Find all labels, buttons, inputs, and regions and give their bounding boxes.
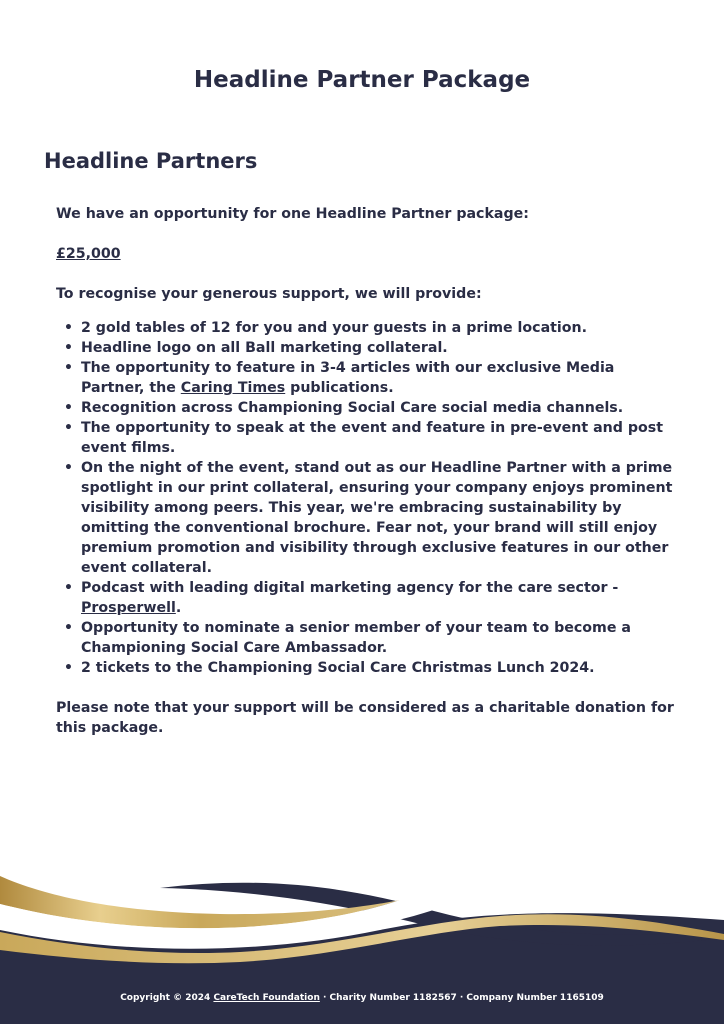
list-item [56, 618, 676, 658]
bullet-icon: • [64, 340, 73, 356]
page-title: Headline Partner Package [193, 67, 531, 93]
list-item-text: The opportunity to feature in 3-4 articles with our exclusive Media Partner, the [81, 360, 615, 396]
list-item-text: Podcast with leading digital marketing agency for the care sector - [81, 580, 619, 596]
prosperwell-link[interactable]: Prosperwell [81, 600, 176, 616]
bullet-icon: • [64, 400, 73, 416]
bullet-icon: • [64, 460, 73, 476]
caretech-foundation-link[interactable]: CareTech Foundation [213, 993, 320, 1003]
copyright-text: Copyright © 2024 [120, 993, 214, 1003]
price: £25,000 [56, 246, 121, 262]
list-item [56, 658, 676, 678]
content [56, 204, 676, 738]
section-heading: Headline Partners [44, 149, 258, 173]
footer-copyright [0, 993, 724, 1003]
provide-intro: To recognise your generous support, we will provide: [56, 286, 482, 302]
bullet-icon: • [64, 320, 73, 336]
list-item [56, 338, 676, 358]
list-item-text: On the night of the event, stand out as our Headline Partner with a prime spotlight in our print collateral, ensuring your company enjoys prominent visibility among peers. This year, we're embracing sustainability by omitting the conventional brochure. Fear not, your brand will still enjoy premium promotion and visibility through exclusive features in our other event collateral. [81, 460, 673, 576]
list-item-text: . [175, 600, 182, 616]
list-item-text: 2 gold tables of 12 for you and your guests in a prime location. [81, 320, 588, 336]
intro-text: We have an opportunity for one Headline Partner package: [56, 206, 529, 222]
list-item [56, 398, 676, 418]
list-item [56, 358, 676, 398]
bullet-icon: • [64, 660, 73, 676]
benefits-list [56, 318, 676, 678]
list-item-text: Opportunity to nominate a senior member of your team to become a Championing Social Care Ambassador. [81, 620, 631, 656]
bullet-icon: • [64, 360, 73, 376]
list-item-text: The opportunity to speak at the event and feature in pre-event and post event films. [81, 420, 664, 456]
list-item [56, 418, 676, 458]
list-item-text: Recognition across Championing Social Care social media channels. [81, 400, 624, 416]
caring-times-link[interactable]: Caring Times [180, 380, 286, 396]
charity-info: · Charity Number 1182567 · Company Number 1165109 [319, 993, 604, 1003]
list-item [56, 578, 676, 618]
list-item-text: publications. [285, 380, 394, 396]
bullet-icon: • [64, 420, 73, 436]
bullet-icon: • [64, 580, 73, 596]
note-text: Please note that your support will be considered as a charitable donation for this package. [56, 700, 674, 736]
bullet-icon: • [64, 620, 73, 636]
list-item [56, 318, 676, 338]
list-item [56, 458, 676, 578]
list-item-text: 2 tickets to the Championing Social Care Christmas Lunch 2024. [81, 660, 595, 676]
list-item-text: Headline logo on all Ball marketing collateral. [81, 340, 448, 356]
